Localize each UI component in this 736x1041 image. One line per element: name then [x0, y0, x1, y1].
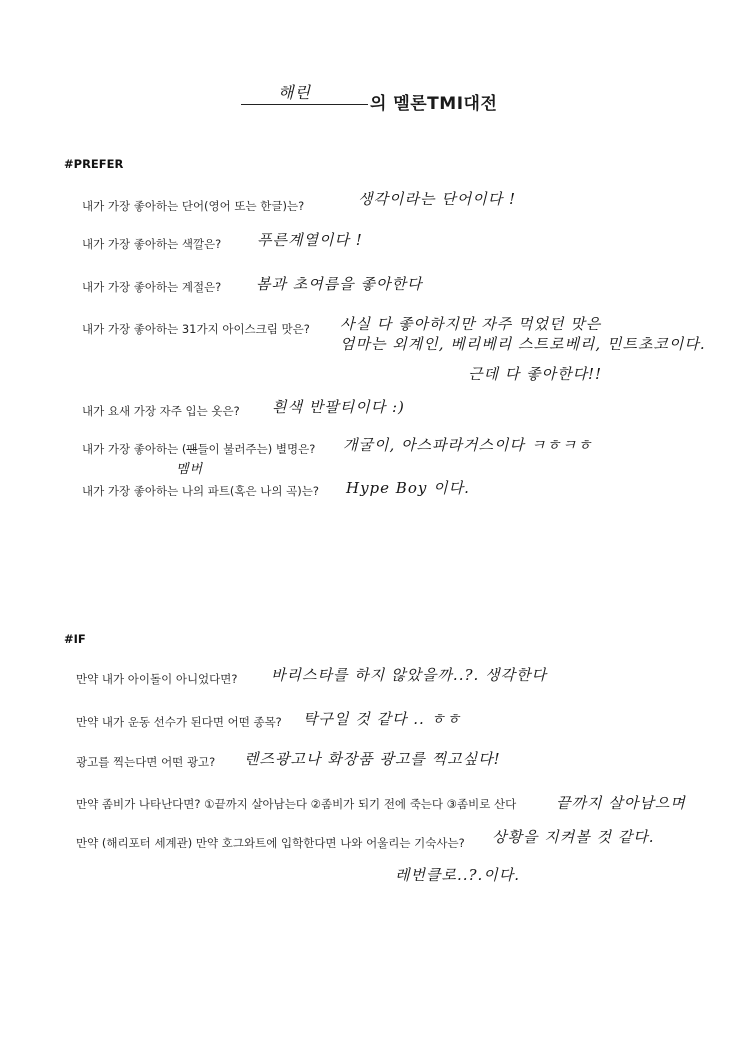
question-nickname	[82, 441, 315, 457]
question-zombie: 만약 좀비가 나타난다면? ①끝까지 살아남는다 ②좀비가 되기 전에 죽는다 ③좀비로 산다	[76, 797, 517, 811]
question-favorite-season: 내가 가장 좋아하는 계절은?	[82, 280, 222, 294]
answer-favorite-part: Hype Boy 이다.	[346, 479, 470, 497]
question-favorite-word: 내가 가장 좋아하는 단어(영어 또는 한글)는?	[82, 199, 305, 213]
title-name-underline	[241, 104, 368, 105]
question-frequent-clothes: 내가 요새 가장 자주 입는 옷은?	[82, 404, 240, 418]
answer-frequent-clothes: 흰색 반팔티이다 :)	[272, 398, 405, 416]
answer-if-not-idol: 바리스타를 하지 않았을까..?. 생각한다	[271, 666, 548, 684]
question-advertisement: 광고를 찍는다면 어떤 광고?	[76, 755, 216, 769]
answer-favorite-icecream-line2: 엄마는 외계인, 베리베리 스트로베리, 민트초코이다.	[340, 335, 706, 353]
question-if-not-idol: 만약 내가 아이돌이 아니었다면?	[76, 672, 238, 686]
section-heading-if: #IF	[64, 632, 86, 646]
question-favorite-color: 내가 가장 좋아하는 색깔은?	[82, 237, 222, 251]
section-heading-prefer: #PREFER	[64, 157, 124, 171]
answer-zombie: 끝까지 살아남으며	[556, 794, 686, 812]
answer-hogwarts-house-line2: 레번클로..?.이다.	[395, 866, 521, 884]
question-sport: 만약 내가 운동 선수가 된다면 어떤 종목?	[76, 715, 282, 729]
handwritten-correction-note: 멤버	[176, 462, 204, 477]
answer-favorite-season: 봄과 초여름을 좋아한다	[256, 275, 423, 293]
answer-favorite-word: 생각이라는 단어이다 !	[358, 190, 516, 208]
title-name: 해린	[278, 83, 311, 102]
page-title: 의 멜론TMI대전	[370, 94, 498, 114]
answer-favorite-icecream-line3: 근데 다 좋아한다!!	[468, 365, 603, 383]
question-favorite-icecream: 내가 가장 좋아하는 31가지 아이스크림 맛은?	[82, 322, 310, 336]
answer-hogwarts-house-line1: 상황을 지켜볼 것 같다.	[492, 828, 655, 846]
answer-nickname: 개굴이, 아스파라거스이다 ㅋㅎㅋㅎ	[343, 436, 593, 454]
question-hogwarts-house: 만약 (해리포터 세계관) 만약 호그와트에 입학한다면 나와 어울리는 기숙사는?	[76, 836, 465, 850]
answer-sport: 탁구일 것 같다 .. ㅎㅎ	[303, 710, 462, 728]
answer-advertisement: 렌즈광고나 화장품 광고를 찍고싶다!	[244, 750, 501, 768]
question-favorite-part: 내가 가장 좋아하는 나의 파트(혹은 나의 곡)는?	[82, 484, 319, 498]
question-nickname-pre: 내가 가장 좋아하는 (	[82, 442, 187, 456]
question-nickname-struck: 팬	[186, 442, 198, 456]
question-nickname-post: 들이 불러주는) 별명은?	[197, 442, 316, 456]
answer-favorite-color: 푸른계열이다 !	[257, 231, 363, 249]
answer-favorite-icecream-line1: 사실 다 좋아하지만 자주 먹었던 맛은	[340, 315, 602, 333]
